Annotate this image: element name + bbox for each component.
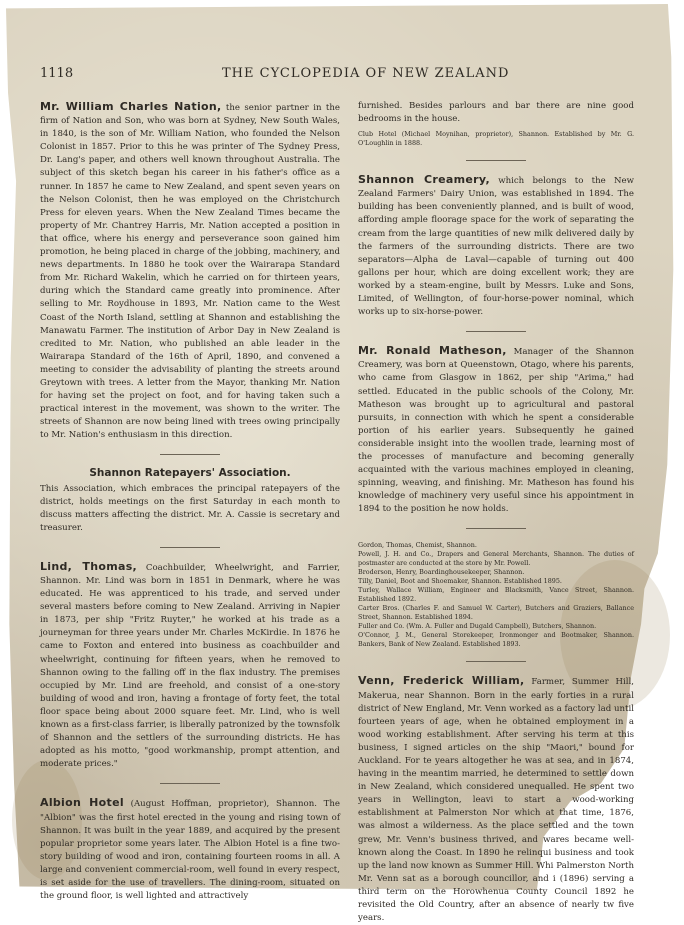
section-rule: [466, 528, 526, 529]
ratepayers-heading: Shannon Ratepayers' Association.: [89, 467, 291, 480]
albion-lead: Albion Hotel: [40, 796, 124, 810]
albion-continued: furnished. Besides parlours and bar there are nine good bedrooms in the house.: [358, 101, 634, 125]
club-hotel-entry: Club Hotel (Michael Moynihan, proprietor), Shannon. Established by Mr. G. O'Loughlin in 1888.: [358, 130, 634, 148]
creamery-entry: [358, 173, 634, 319]
albion-text: (August Hoffman, proprietor), Shannon. The "Albion" was the first hotel erected in the young and rising town of Shannon. It was built in the year 1889, and acquired by the present popular proprietor some years later. The Albion Hotel is a fine two-story building of wood and iron, containing fourteen rooms in all. A large and convenient commercial-room, well found in every respect, is set aside for the use of travellers. The dining-room, situated on the ground floor, is well lighted and attractively: [40, 799, 341, 902]
nation-text: the senior partner in the firm of Nation and Son, who was born at Sydney, New South Wales, in 1840, is the son of Mr. William Nation, who founded the Nelson Colonist in 1857. Prior to this he was printer of The Sydney Press, Dr. Lang's paper, and others well known throughout Australia. The subject of this sketch began his career in his father's office as a runner. In 1857 he came to New Zealand, and spent seven years on the Nelson Colonist, then he was employed on the Christchurch Press for eleven years. When the New Zealand Times became the property of Mr. Chantrey Harris, Mr. Nation accepted a position in that office, where his energy and perseverance soon gained him promotion, he being placed in charge of the jobbing, machinery, and news departments. In 1880 he took over the Wairarapa Standard from Mr. Richard Wakelin, which he carried on for thirteen years, during which the Standard came greatly into prominence. After selling to Mr. Roydhouse in 1893, Mr. Nation came to the West Coast of the North Island, settling at Shannon and establishing the Manawatu Farmer. The institution of Arbor Day in New Zealand is credited to Mr. Nation, who published an able leader in the Wairarapa Standard of the 16th of April, 1890, and convened a meeting to consider the advisability of planting the streets around Greytown with trees. A letter from the Mayor, thanking Mr. Nation for having set the project on foot, and for having taken such a practical interest in the movement, was shown to the writer. The streets of Shannon are now being lined with trees owing principally to Mr. Nation's enthusiasm in this direction.: [40, 103, 340, 441]
directory-item: Powell, J. H. and Co., Drapers and General Merchants, Shannon. The duties of postmaster are conducted at the store by Mr. Powell.: [358, 550, 634, 568]
section-rule: [466, 160, 526, 161]
right-column: [358, 100, 634, 925]
venn-lead: Venn, Frederick William,: [358, 674, 525, 688]
directory-item: Fuller and Co. (Wm. A. Fuller and Dugald Campbell), Butchers, Shannon.: [358, 622, 597, 631]
directory-item: Carter Bros. (Charles F. and Samuel W. Carter), Butchers and Graziers, Ballance Street, Shannon. Established 1894.: [358, 604, 634, 622]
left-column: [40, 100, 340, 903]
lind-text: Coachbuilder, Wheelwright, and Farrier, Shannon. Mr. Lind was born in 1851 in Denmark, where he was educated. He was apprenticed to his trade, and served under several masters before coming to New Zealand. Arriving in Napier in 1873, per ship "Fritz Ruyter," he worked at his trade as a journeyman for three years under Mr. Charles McKirdie. In 1876 he came to Foxton and entered into business as coachbuilder and wheelwright, continuing for fifteen years, when he removed to Shannon owing to the falling off in the flax industry. The premises occupied by Mr. Lind are freehold, and consist of a one-story building of wood and iron, having a frontage of forty feet, the total floor space being about 2000 square feet. Mr. Lind, who is well known as a first-class farrier, is liberally patronized by the townsfolk of Shannon and the settlers of the surrounding districts. He has adopted as his motto, "good workmanship, prompt attention, and moderate prices.": [40, 562, 340, 770]
section-rule: [466, 331, 526, 332]
directory-item: Tilly, Daniel, Boot and Shoemaker, Shannon. Established 1895.: [358, 577, 562, 586]
page-number: 1118: [40, 66, 74, 81]
nation-lead: Mr. William Charles Nation,: [40, 100, 222, 113]
venn-entry: [358, 674, 634, 925]
section-rule: [160, 783, 220, 784]
matheson-entry: [358, 344, 634, 516]
lind-entry: [40, 560, 340, 772]
ratepayers-text: This Association, which embraces the principal ratepayers of the district, holds meetings on the first Saturday in each month to discuss matters affecting the district. Mr. A. Cassie is secretary and treasurer.: [40, 483, 340, 533]
venn-text: Farmer, Summer Hill, Makerua, near Shannon. Born in the early forties in a rural district of New England, Mr. Venn worked as a factory lad until fourteen years of age, when he obtained employment in a wood working establishment. After serving his term at this business, I signed articles on the ship "Maori," bound for Auckland. For te years altogether he was at sea, and in 1874, having in the meantim married, he determined to settle down in New Zealand, which considered unequalled. He spent two years in Wellington, leavi to start a wood-working establishment at Palmerston Nor which at that time, 1876, was almost a wilderness. As the place settled and the town grew, Mr. Venn's business thrived, and wares became well-known along the Coast. In 1890 he relinqui business and took up the land now known as Summer Hill. Whi Palmerston North Mr. Venn sat as a borough councillor, and i (1896) serving a third term on the Horowhenua County Council 1892 he revisited the Old Country, after an absence of nearly tw five years.: [358, 677, 635, 924]
nation-entry: [40, 100, 340, 442]
directory-item: Gordon, Thomas, Chemist, Shannon.: [358, 541, 477, 550]
business-directory: [358, 541, 634, 649]
matheson-text: Manager of the Shannon Creamery, was born at Queenstown, Otago, where his parents, who came from Glasgow in 1862, per ship "Arima," had settled. Educated in the public schools of the Colony, Mr. Matheson was brought up to agricultural and pastoral pursuits, in connection with which he spent a considerable portion of his earlier years. Subsequently he gained considerable insight into the woollen trade, learning most of the processes of manufacture and becoming generally acquainted with the various machines employed in cleaning, spinning, weaving, and finishing. Mr. Matheson has found his knowledge of machinery very useful since his appointment in 1894 to the position he now holds.: [358, 347, 634, 515]
directory-item: Turley, Wallace William, Engineer and Blacksmith, Vance Street, Shannon. Established 1892.: [358, 586, 634, 604]
directory-item: Broderson, Henry, Boardinghousekeeper, Shannon.: [358, 568, 525, 577]
section-rule: [466, 661, 526, 662]
lind-lead: Lind, Thomas,: [40, 559, 138, 573]
creamery-text: which belongs to the New Zealand Farmers' Dairy Union, was established in 1894. The building has been conveniently planned, and is built of wood, affording ample floorage space for the work of separating the cream from the large quantities of new milk delivered daily by the farmers of the surrounding districts. There are two separators—Alpha de Laval—capable of turning out 400 gallons per hour, which are doing excellent work; they are worked by a steam-engine, built by Messrs. Luke and Sons, Limited, of Wellington, of four-horse-power nominal, which works up to six-horse-power.: [358, 176, 634, 318]
directory-item: O'Connor, J. M., General Storekeeper, Ironmonger and Bootmaker, Shannon. Bankers, Bank of New Zealand. Established 1893.: [358, 631, 634, 649]
creamery-lead: Shannon Creamery,: [358, 173, 490, 187]
albion-entry: [40, 796, 340, 903]
matheson-lead: Mr. Ronald Matheson,: [358, 344, 507, 358]
section-rule: [160, 454, 220, 455]
page-header: [40, 66, 640, 88]
running-title: THE CYCLOPEDIA OF NEW ZEALAND: [222, 66, 510, 81]
section-rule: [160, 547, 220, 548]
